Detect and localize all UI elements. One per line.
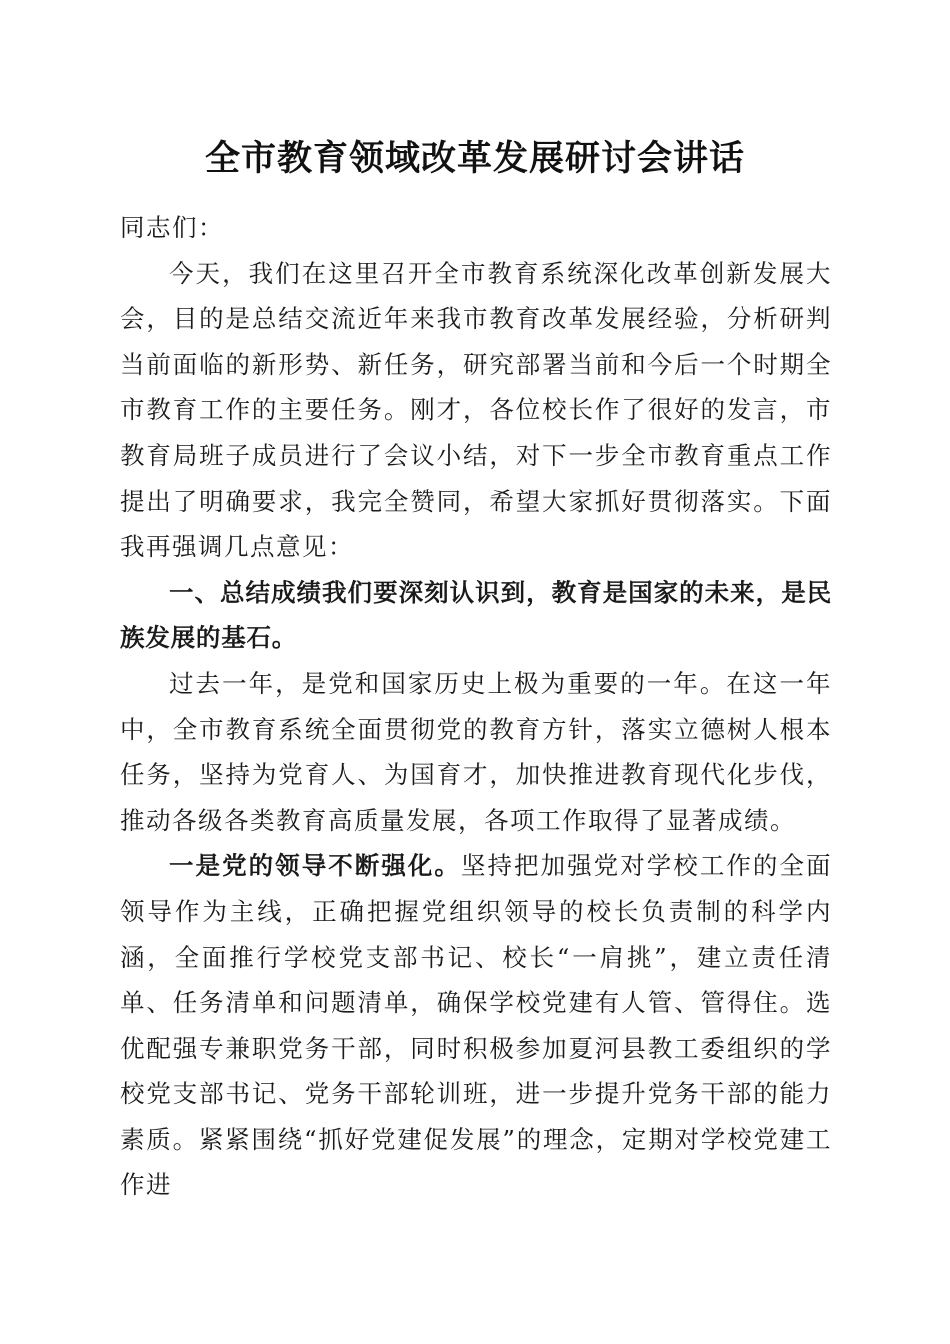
paragraph-review: 过去一年，是党和国家历史上极为重要的一年。在这一年中，全市教育系统全面贯彻党的教育方针，落实立德树人根本任务，坚持为党育人、为国育才，加快推进教育现代化步伐，推动各级各类教育高质量发展，各项工作取得了显著成绩。 <box>120 668 832 835</box>
document-body <box>120 205 832 1208</box>
section-heading-1: 一、总结成绩我们要深刻认识到，教育是国家的未来，是民族发展的基石。 <box>120 577 832 653</box>
paragraph-party-leadership <box>120 843 832 1208</box>
paragraph-party-leadership-body: 坚持把加强党对学校工作的全面领导作为主线，正确把握党组织领导的校长负责制的科学内涵，全面推行学校党支部书记、校长“一肩挑”，建立责任清单、任务清单和问题清单，确保学校党建有人管、管得住。选优配强专兼职党务干部，同时积极参加夏河县教工委组织的学校党支部书记、党务干部轮训班，进一步提升党务干部的能力素质。紧紧围绕“抓好党建促发展”的理念，定期对学校党建工作进 <box>120 851 833 1200</box>
paragraph-opening: 今天，我们在这里召开全市教育系统深化改革创新发展大会，目的是总结交流近年来我市教育改革发展经验，分析研判当前面临的新形势、新任务，研究部署当前和今后一个时期全市教育工作的主要任务。刚才，各位校长作了很好的发言，市教育局班子成员进行了会议小结，对下一步全市教育重点工作提出了明确要求，我完全赞同，希望大家抓好贯彻落实。下面我再强调几点意见： <box>120 258 832 562</box>
paragraph-lead-phrase: 一是党的领导不断强化。 <box>169 851 461 881</box>
document-title: 全市教育领域改革发展研讨会讲话 <box>204 138 745 179</box>
salutation: 同志们： <box>120 213 224 242</box>
